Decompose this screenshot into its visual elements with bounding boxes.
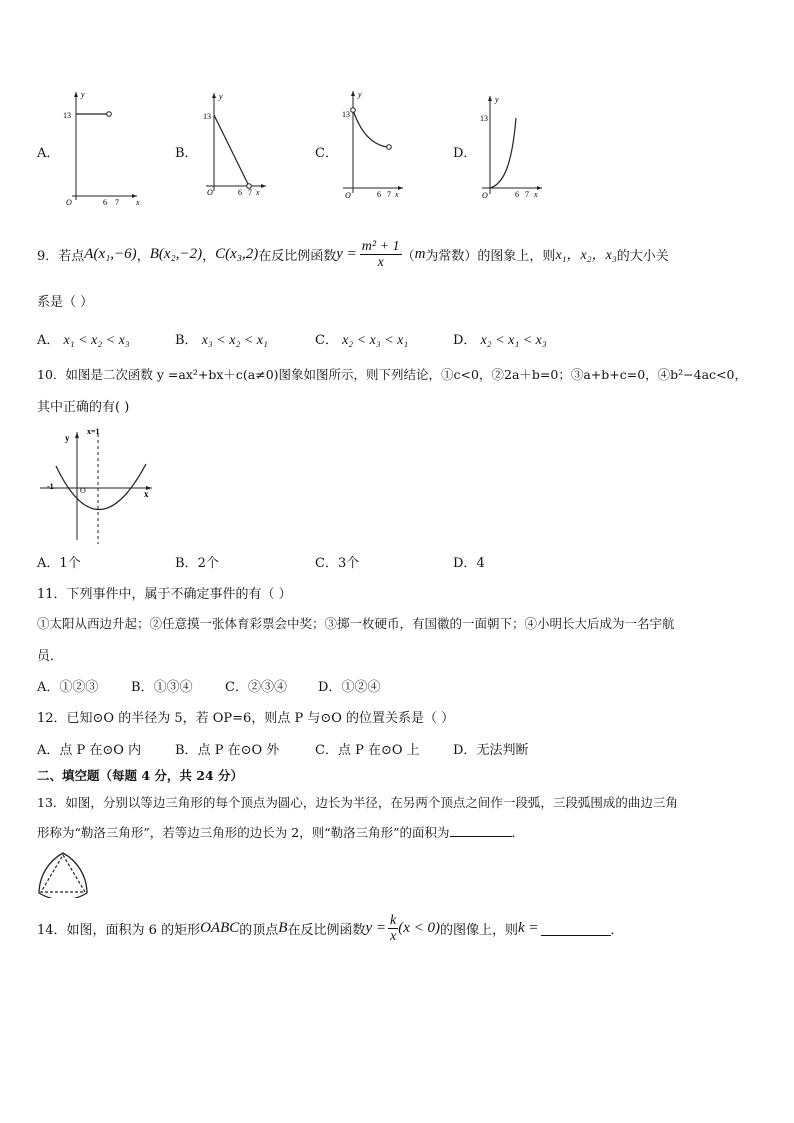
q9-stem-line2: 系是（ ） — [37, 295, 94, 310]
y-arrow-icon — [75, 432, 79, 438]
origin-label: O — [207, 188, 213, 197]
reuleaux-triangle — [39, 853, 87, 898]
option-text: 2个 — [197, 556, 219, 571]
x-label: x — [144, 489, 149, 499]
q12-option-b[interactable] — [175, 739, 279, 758]
option-letter: A． — [37, 333, 60, 348]
x-label: x — [256, 188, 260, 197]
q12-option-d[interactable] — [453, 739, 528, 758]
option-letter: A． — [37, 680, 60, 695]
q10-option-b[interactable] — [175, 552, 219, 571]
tick-6: 6 — [103, 198, 107, 207]
y-arrow-icon — [212, 93, 216, 98]
q13-stem-line1: 13．如图，分别以等边三角形的每个顶点为圆心，边长为半径，在另两个顶点之间作一段弧，三段弧围成的曲边三角 — [37, 795, 678, 810]
option-letter: B． — [131, 680, 154, 695]
q9-sep1: ， — [136, 248, 150, 264]
q14-fraction-denominator: x — [389, 928, 397, 944]
tick-13: 13 — [480, 114, 488, 123]
q9-fraction-denominator: x — [377, 254, 384, 270]
origin-label: O — [482, 191, 488, 200]
q8-option-c-letter: C． — [315, 146, 338, 161]
option-letter: A． — [37, 556, 60, 571]
q14-condition: (x < 0) — [398, 919, 440, 936]
q9-point-a: A(x₁,−6) — [84, 245, 137, 262]
y-arrow-icon — [351, 91, 355, 96]
y-label: y — [81, 90, 85, 99]
x-arrow-icon — [537, 186, 542, 190]
option-text: x₂ < x₃ < x₁ — [342, 333, 409, 348]
option-letter: D． — [453, 556, 477, 571]
q14-fraction-numerator: k — [389, 912, 397, 928]
q9-option-b[interactable] — [175, 329, 268, 349]
minus-one-label: -1 — [47, 482, 54, 491]
open-endpoint-start — [351, 108, 356, 113]
q9-text5: 的大小关 — [616, 248, 669, 264]
tick-7: 7 — [387, 190, 391, 199]
q9-text3: （ — [401, 248, 415, 264]
q9-stem-line1 — [37, 240, 669, 268]
option-text: 4 — [476, 556, 485, 571]
q9-func-lhs: y = — [336, 245, 357, 262]
tick-6: 6 — [377, 190, 381, 199]
curve — [214, 115, 248, 184]
option-text: 3个 — [337, 556, 360, 571]
option-text: x₂ < x₁ < x₃ — [480, 333, 547, 348]
q11-option-a[interactable] — [37, 676, 98, 695]
option-letter: D． — [453, 333, 477, 348]
option-text: ②③④ — [247, 680, 287, 695]
open-endpoint — [107, 112, 112, 117]
option-text: ①③④ — [153, 680, 193, 695]
q14-text2: 的顶点 — [239, 922, 279, 938]
option-text: 点 P 在⊙O 上 — [337, 743, 420, 758]
q14-text1: 14．如图，面积为 6 的矩形 — [37, 922, 201, 938]
q13-text: 形称为“勒洛三角形”，若等边三角形的边长为 2，则“勒洛三角形”的面积为 — [37, 825, 450, 840]
q9-m: m — [414, 245, 426, 262]
y-label: y — [65, 433, 70, 443]
option-letter: D． — [453, 743, 477, 758]
open-endpoint — [247, 184, 252, 189]
origin-label: O — [345, 191, 351, 200]
q8-graph-d — [476, 88, 556, 208]
tick-7: 7 — [248, 188, 252, 197]
option-text: x₁ < x₂ < x₃ — [63, 333, 130, 348]
q14-text4: 的图像上，则 — [439, 922, 518, 938]
q13-end: ． — [511, 825, 525, 840]
q12-stem: 12．已知⊙O 的半径为 5，若 OP=6，则点 P 与⊙O 的位置关系是（ ） — [37, 711, 455, 726]
q8-graph-c — [337, 88, 417, 208]
q14-fraction — [388, 913, 398, 944]
q8-graph-a — [62, 88, 142, 208]
q14-text3: 在反比例函数 — [287, 922, 366, 938]
q8-option-d-letter: D． — [453, 146, 477, 161]
section-heading: 二、填空题（每题 4 分，共 24 分） — [37, 768, 244, 783]
q14-b: B — [278, 919, 288, 936]
equilateral-triangle — [41, 855, 85, 892]
option-letter: C． — [315, 333, 338, 348]
q10-option-c[interactable] — [315, 552, 359, 571]
q8-graph-b — [200, 88, 280, 208]
x-label: x — [534, 190, 538, 199]
option-text: x₃ < x₂ < x₁ — [201, 333, 268, 348]
x-arrow-icon — [261, 184, 266, 188]
q11-stem-line1: 11．下列事件中，属于不确定事件的有（ ） — [37, 587, 292, 602]
y-label: y — [219, 92, 223, 101]
y-label: y — [495, 95, 499, 104]
y-arrow-icon — [74, 92, 78, 97]
y-label: y — [358, 90, 362, 99]
q9-sep2: ， — [202, 248, 216, 264]
q14-answer-blank[interactable] — [541, 921, 611, 936]
q8-option-b-letter: B． — [175, 146, 198, 161]
q13-answer-blank[interactable] — [450, 824, 512, 837]
q9-fraction — [360, 239, 402, 270]
q9-option-d[interactable] — [453, 329, 547, 349]
parabola-curve — [56, 464, 146, 510]
q8-option-a-letter: A． — [37, 146, 60, 161]
q12-option-a[interactable] — [37, 739, 141, 758]
option-letter: C． — [315, 743, 338, 758]
q10-option-a[interactable] — [37, 552, 81, 571]
option-letter: B． — [175, 556, 198, 571]
q14-rect: OABC — [200, 919, 240, 936]
tick-13: 13 — [63, 111, 71, 120]
origin-label: O — [66, 198, 72, 207]
tick-7: 7 — [115, 198, 119, 207]
origin-label: O — [80, 486, 86, 495]
tick-7: 7 — [525, 190, 529, 199]
q11-stem-line2: ①太阳从西边升起；②任意摸一张体育彩票会中奖；③掷一枚硬币，有国徽的一面朝下；④小明长大后成为一名宇航 — [37, 616, 675, 631]
option-letter: D． — [318, 680, 342, 695]
q14-end: ． — [610, 922, 624, 938]
option-letter: B． — [175, 743, 198, 758]
tick-13: 13 — [203, 112, 211, 121]
x-label: x — [395, 190, 399, 199]
symmetry-label: x=1 — [87, 427, 100, 436]
q14-k: k = — [518, 919, 539, 936]
tick-6: 6 — [515, 190, 519, 199]
q9-text4: 为常数）的图象上，则 — [425, 248, 556, 264]
q9-point-c: C(x₃,2) — [215, 245, 259, 262]
q11-option-d[interactable] — [318, 676, 380, 695]
q10-option-d[interactable] — [453, 552, 485, 571]
q9-option-c[interactable] — [315, 329, 408, 349]
q10-stem-line2: 其中正确的有( ) — [37, 400, 130, 415]
option-letter: B． — [175, 333, 198, 348]
option-text: ①②④ — [341, 680, 381, 695]
q9-option-a[interactable] — [37, 329, 130, 349]
x-arrow-icon — [398, 186, 403, 190]
tick-6: 6 — [238, 188, 242, 197]
q13-reuleaux-figure — [36, 850, 92, 898]
curve — [490, 118, 516, 188]
q9-fraction-numerator: m² + 1 — [361, 238, 400, 254]
option-letter: C． — [315, 556, 338, 571]
open-endpoint-end — [387, 145, 392, 150]
q11-stem-line3: 员． — [37, 649, 64, 664]
option-text: ①②③ — [59, 680, 99, 695]
q10-parabola-figure — [40, 424, 165, 546]
option-text: 点 P 在⊙O 内 — [59, 743, 142, 758]
q12-option-c[interactable] — [315, 739, 420, 758]
q14-func-lhs: y = — [365, 919, 386, 936]
q9-vars: x₁，x₂，x₃ — [555, 248, 617, 263]
q14-stem — [37, 910, 624, 946]
q13-stem-line2 — [37, 823, 524, 841]
curve — [353, 110, 387, 147]
option-letter: A． — [37, 743, 60, 758]
q11-option-c[interactable] — [225, 676, 287, 695]
option-text: 点 P 在⊙O 外 — [197, 743, 280, 758]
option-letter: C． — [225, 680, 248, 695]
option-text: 无法判断 — [476, 743, 529, 758]
q9-point-b: B(x₂,−2) — [149, 245, 203, 262]
q9-text1: 9．若点 — [37, 248, 85, 264]
x-label: x — [136, 198, 140, 207]
option-text: 1个 — [59, 556, 81, 571]
q10-stem-line1: 10．如图是二次函数 y =ax²+bx＋c(a≠0)图象如图所示，则下列结论，①c<0，②2a＋b=0；③a+b+c=0，④b²−4ac<0， — [37, 367, 747, 382]
y-arrow-icon — [488, 96, 492, 101]
q9-text2: 在反比例函数 — [258, 248, 337, 264]
q11-option-b[interactable] — [131, 676, 193, 695]
tick-13: 13 — [342, 110, 350, 119]
